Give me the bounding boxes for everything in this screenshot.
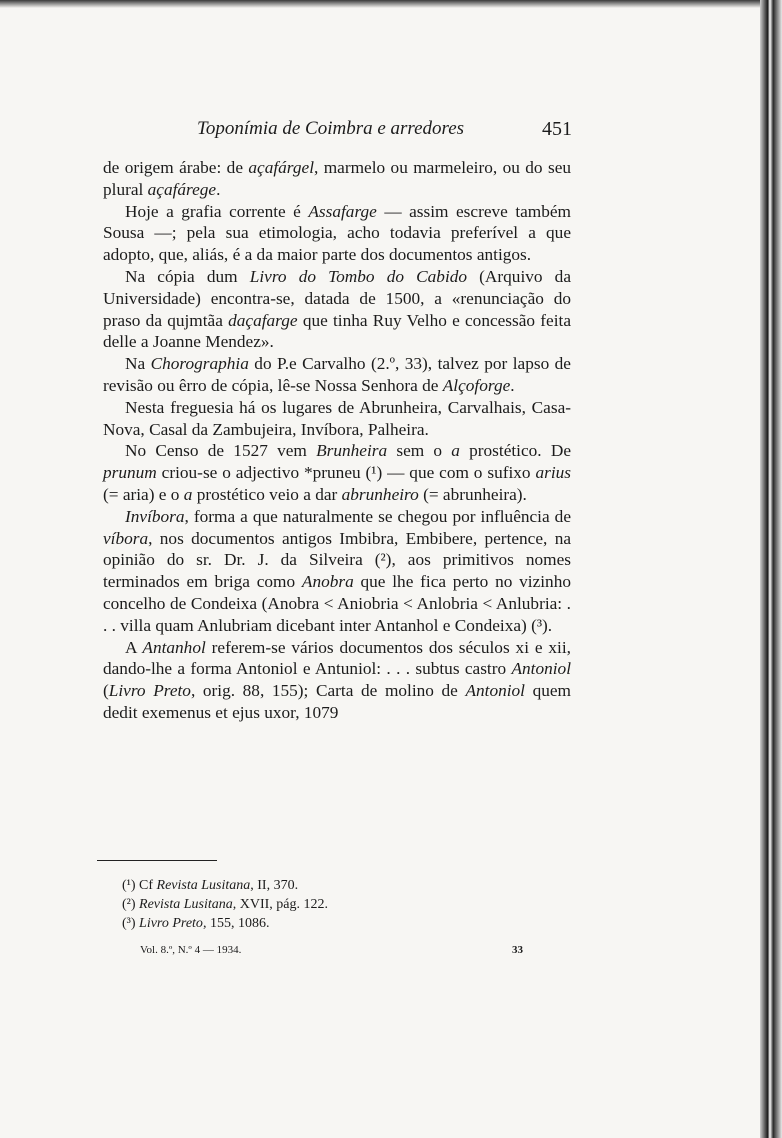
volume-signature: Vol. 8.º, N.º 4 — 1934. [140,944,242,956]
text-run: que lhe fica perto no vizinho concelho de Condeixa (Anobra < Aniobria < Anlobria < Anlubria: . . . villa quam Anlubriam dicebant inter Antanhol e Condeixa) (³). [103,572,571,635]
text-run: No Censo de 1527 vem [125,441,317,461]
text-run: Na [125,354,151,374]
text-run: . [216,179,221,199]
paragraph [103,201,571,266]
paragraph [103,157,571,201]
italic-run: Chorographia [150,354,249,374]
sheet-number: 33 [512,944,523,956]
paragraph [103,266,571,353]
text-run: criou-se o adjectivo *pruneu (¹) — que com o sufixo [156,463,536,483]
text-run: , forma a que naturalmente se chegou por influência de [184,506,571,526]
text-run: (¹) Cf [122,878,157,893]
page-number: 451 [542,118,572,140]
text-run: referem-se vários documentos dos séculos xi e xii, dando-lhe a forma Antoniol e Antuniol: . . . subtus castro [103,637,571,679]
text-run: sem o [387,441,452,461]
text-run: de origem árabe: de [103,158,249,177]
italic-run: Alçoforge [442,375,511,395]
italic-run: Revista Lusitana [156,878,251,893]
text-run: prostético veio a dar [192,484,342,504]
text-run: . [510,375,515,395]
italic-run: víbora [103,528,149,548]
footnote-rule [97,860,217,861]
italic-run: açafárgel [248,158,314,177]
italic-run: Antanhol [142,637,206,657]
text-run: quem dedit exemenus et ejus uxor, 1079 [103,681,571,722]
paragraph [103,440,571,505]
footnote [122,914,542,933]
footnote [122,895,542,914]
text-run: (= abrunheira). [418,484,527,504]
text-run: A [125,637,143,657]
text-run: (Arquivo da Universidade) encontra-se, datada de 1500, a «renunciação do praso da qujmtãa [103,266,571,330]
text-run: , orig. 88, 155); Carta de molino de [190,681,466,701]
text-run: prostético. De [459,441,571,461]
italic-run: a [451,441,460,461]
italic-run: Livro do Tombo do Cabido [249,266,468,286]
text-run: Hoje a grafia corrente é [125,201,309,221]
text-run: — assim escreve também Sousa —; pela sua etimologia, acho todavia preferível a que adopto, que, aliás, é a da maior parte dos documentos antigos. [103,201,571,265]
italic-run: prunum [103,463,157,483]
page-header [100,118,572,144]
scan-shadow-top [0,0,760,8]
italic-run: a [183,484,193,504]
running-title: Toponímia de Coimbra e arredores [197,118,465,139]
text-run: , XVII, pág. 122. [232,897,329,912]
page-edge [760,0,782,1138]
italic-run: Livro Preto [139,916,203,931]
italic-run: Brunheira [316,441,388,461]
paragraph [103,637,571,724]
text-run: , marmelo ou marmeleiro, ou do seu plural [103,158,572,199]
italic-run: açafárege [147,179,217,199]
italic-run: Livro Preto [108,681,191,701]
text-run: que tinha Ruy Velho e concessão feita delle a Joanne Mendez». [103,310,572,352]
text-run: Nesta freguesia há os lugares de Abrunheira, Carvalhais, Casa-Nova, Casal da Zambujeira, Invíbora, Palheira. [103,397,571,439]
italic-run: Assafarge [308,201,377,221]
text-run: , 155, 1086. [202,916,270,931]
italic-run: abrunheiro [341,484,419,504]
footnotes [122,876,542,933]
italic-run: arius [535,463,571,483]
text-run: (³) [122,916,140,931]
text-run: , nos documentos antigos Imbibra, Embibere, pertence, na opinião do sr. Dr. J. da Silveira (²), aos primitivos nomes terminados em briga como [103,528,571,592]
italic-run: Antoniol [511,659,571,679]
text-run: (²) [122,897,140,912]
italic-run: daçafarge [228,310,298,330]
body-text [103,157,571,724]
paragraph [103,353,571,397]
text-run: Na cópia dum [125,266,250,286]
text-run: (= aria) e o [103,484,184,504]
footnote [122,876,542,895]
italic-run: Revista Lusitana [139,897,233,912]
text-run: do P.e Carvalho (2.º, 33), talvez por lapso de revisão ou êrro de cópia, lê-se Nossa Senhora de [103,354,571,395]
paragraph [103,506,571,637]
paragraph [103,397,571,441]
text-run: ( [103,681,109,701]
italic-run: Invíbora [125,506,185,526]
italic-run: Antoniol [465,681,525,701]
text-run: , II, 370. [250,878,299,893]
italic-run: Anobra [301,572,354,592]
